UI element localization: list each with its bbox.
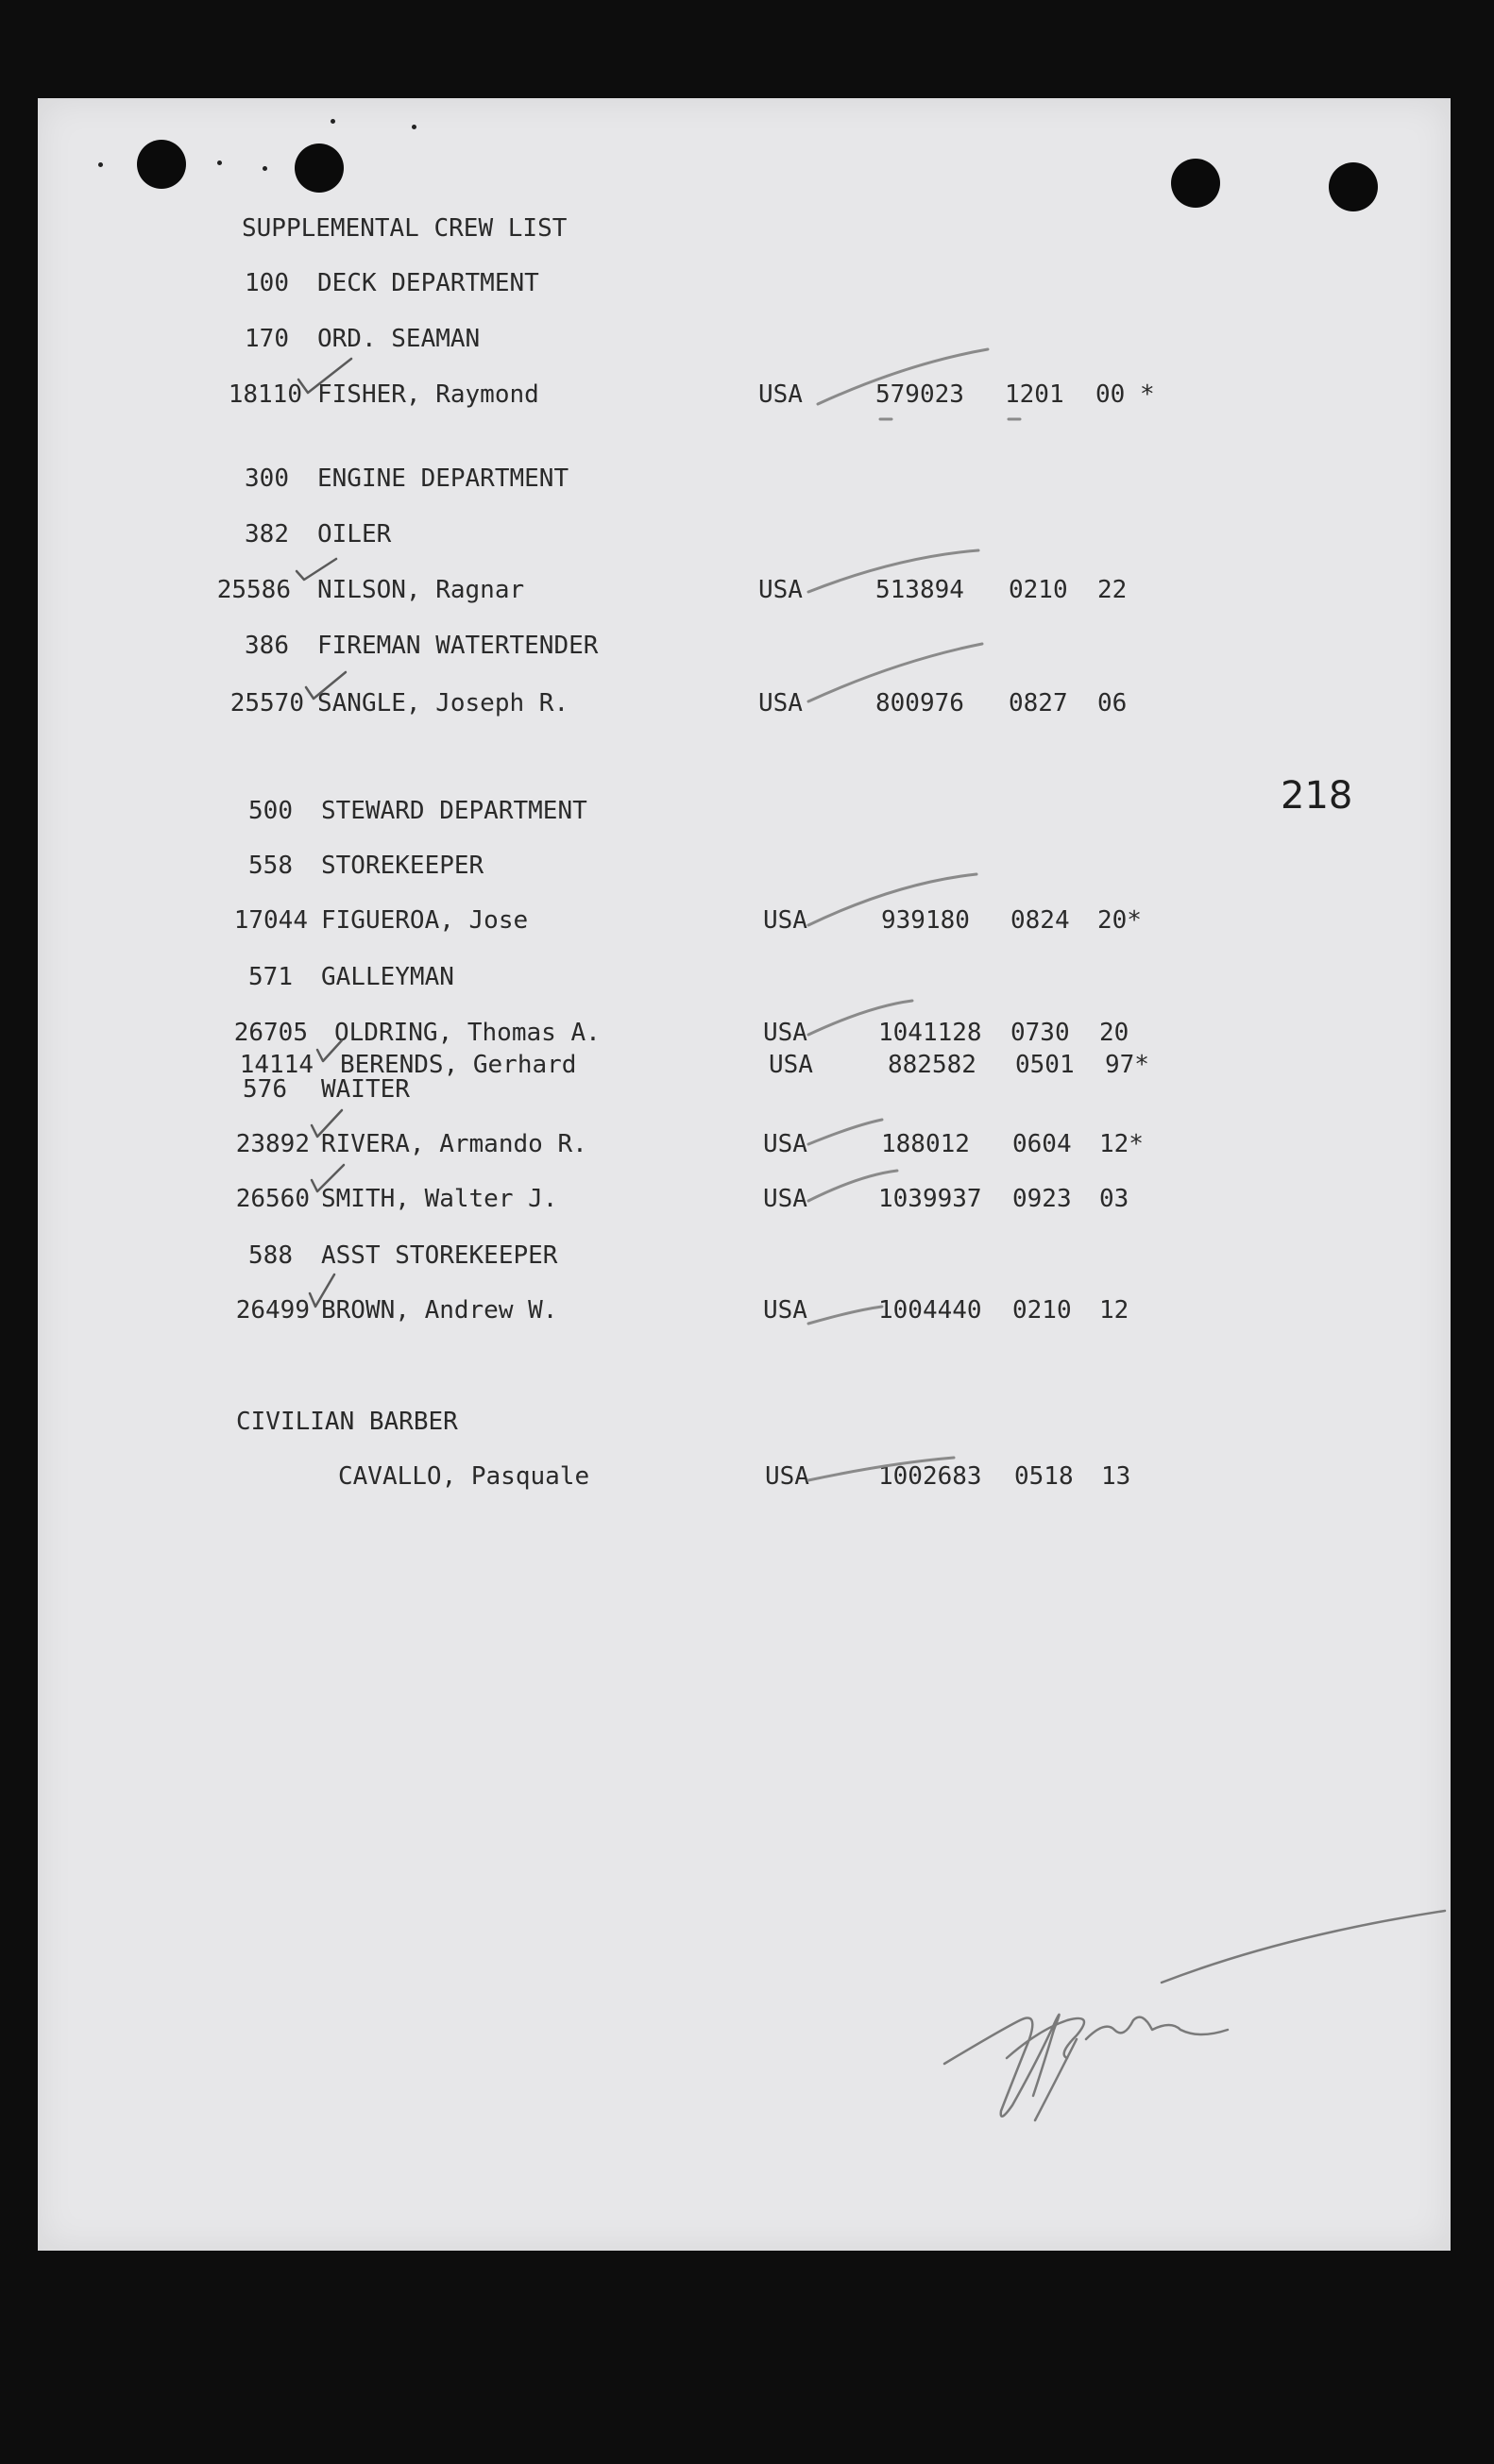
rating-name: ASST STOREKEEPER bbox=[321, 1241, 558, 1270]
crew-name: SMITH, Walter J. bbox=[321, 1185, 558, 1213]
check-mark-icon bbox=[312, 1110, 342, 1137]
crew-name: BROWN, Andrew W. bbox=[321, 1296, 558, 1325]
rating-code: 170 bbox=[245, 325, 289, 353]
pencil-stroke bbox=[808, 1171, 897, 1201]
crew-id: 26705 bbox=[233, 1019, 308, 1047]
rating-code: 571 bbox=[248, 963, 293, 991]
rating-code: 386 bbox=[245, 632, 289, 660]
section-name: STEWARD DEPARTMENT bbox=[321, 797, 587, 825]
section-code: 500 bbox=[248, 797, 293, 825]
crew-nationality: USA bbox=[769, 1051, 813, 1079]
pencil-stroke bbox=[818, 349, 988, 404]
crew-nationality: USA bbox=[763, 1296, 807, 1325]
crew-nationality: USA bbox=[765, 1462, 809, 1491]
crew-id: 14114 bbox=[239, 1051, 314, 1079]
crew-name: SANGLE, Joseph R. bbox=[317, 689, 569, 717]
rating-name: FIREMAN WATERTENDER bbox=[317, 632, 599, 660]
crew-date: 0210 bbox=[1009, 576, 1068, 604]
crew-number: 1004440 bbox=[878, 1296, 982, 1325]
check-mark-icon bbox=[298, 359, 351, 393]
pencil-stroke bbox=[808, 644, 982, 701]
rating-name: OILER bbox=[317, 520, 392, 548]
crew-nationality: USA bbox=[763, 906, 807, 935]
crew-number: 1041128 bbox=[878, 1019, 982, 1047]
pencil-stroke bbox=[808, 550, 978, 592]
crew-code: 03 bbox=[1099, 1185, 1129, 1213]
section-code: 300 bbox=[245, 464, 289, 493]
check-mark-icon bbox=[317, 1040, 342, 1061]
crew-id: 17044 bbox=[233, 906, 308, 935]
crew-name: OLDRING, Thomas A. bbox=[334, 1019, 601, 1047]
crew-number: 882582 bbox=[888, 1051, 976, 1079]
crew-date: 0604 bbox=[1012, 1130, 1072, 1158]
crew-nationality: USA bbox=[763, 1130, 807, 1158]
rating-code: 588 bbox=[248, 1241, 293, 1270]
pencil-stroke bbox=[808, 1001, 912, 1035]
rating-name: GALLEYMAN bbox=[321, 963, 454, 991]
crew-name: FIGUEROA, Jose bbox=[321, 906, 529, 935]
section-name: DECK DEPARTMENT bbox=[317, 269, 539, 297]
crew-number: 579023 bbox=[875, 380, 964, 409]
crew-id: 25586 bbox=[216, 576, 291, 604]
check-mark-icon bbox=[310, 1274, 334, 1307]
check-mark-icon bbox=[312, 1165, 344, 1191]
check-mark-icon bbox=[297, 559, 336, 580]
crew-date: 0923 bbox=[1012, 1185, 1072, 1213]
rating-code: 382 bbox=[245, 520, 289, 548]
crew-nationality: USA bbox=[763, 1185, 807, 1213]
rating-code: 558 bbox=[248, 852, 293, 880]
crew-id: 26499 bbox=[235, 1296, 310, 1325]
crew-id: 25570 bbox=[229, 689, 304, 717]
pencil-stroke bbox=[808, 874, 976, 925]
pencil-stroke bbox=[808, 1120, 882, 1144]
crew-date: 1201 bbox=[1005, 380, 1064, 409]
crew-date: 0501 bbox=[1015, 1051, 1075, 1079]
crew-number: 800976 bbox=[875, 689, 964, 717]
rating-name: STOREKEEPER bbox=[321, 852, 484, 880]
crew-name: FISHER, Raymond bbox=[317, 380, 539, 409]
crew-date: 0827 bbox=[1009, 689, 1068, 717]
crew-name: CAVALLO, Pasquale bbox=[338, 1462, 590, 1491]
crew-id: 26560 bbox=[235, 1185, 310, 1213]
crew-number: 939180 bbox=[881, 906, 970, 935]
page-number: 218 bbox=[1281, 774, 1353, 818]
crew-name: BERENDS, Gerhard bbox=[340, 1051, 577, 1079]
crew-code: 00 * bbox=[1095, 380, 1155, 409]
crew-date: 0210 bbox=[1012, 1296, 1072, 1325]
crew-number: 1039937 bbox=[878, 1185, 982, 1213]
rating-code: 576 bbox=[243, 1075, 287, 1104]
crew-nationality: USA bbox=[758, 689, 803, 717]
crew-code: 20* bbox=[1097, 906, 1142, 935]
rating-name: ORD. SEAMAN bbox=[317, 325, 481, 353]
crew-name: RIVERA, Armando R. bbox=[321, 1130, 587, 1158]
signature bbox=[944, 1911, 1445, 2120]
pencil-stroke bbox=[808, 1307, 882, 1324]
crew-date: 0824 bbox=[1010, 906, 1070, 935]
crew-number: 188012 bbox=[881, 1130, 970, 1158]
section-name: CIVILIAN BARBER bbox=[236, 1408, 458, 1436]
crew-date: 0730 bbox=[1010, 1019, 1070, 1047]
section-code: 100 bbox=[245, 269, 289, 297]
crew-number: 513894 bbox=[875, 576, 964, 604]
crew-code: 12* bbox=[1099, 1130, 1144, 1158]
crew-code: 22 bbox=[1097, 576, 1128, 604]
document-title: SUPPLEMENTAL CREW LIST bbox=[242, 214, 568, 243]
crew-number: 1002683 bbox=[878, 1462, 982, 1491]
pencil-stroke bbox=[808, 1458, 954, 1480]
rating-name: WAITER bbox=[321, 1075, 410, 1104]
crew-code: 20 bbox=[1099, 1019, 1129, 1047]
crew-code: 06 bbox=[1097, 689, 1128, 717]
crew-nationality: USA bbox=[758, 576, 803, 604]
crew-nationality: USA bbox=[758, 380, 803, 409]
section-name: ENGINE DEPARTMENT bbox=[317, 464, 569, 493]
crew-id: 18110 bbox=[228, 380, 302, 409]
crew-nationality: USA bbox=[763, 1019, 807, 1047]
crew-name: NILSON, Ragnar bbox=[317, 576, 525, 604]
crew-date: 0518 bbox=[1014, 1462, 1074, 1491]
crew-id: 23892 bbox=[235, 1130, 310, 1158]
crew-code: 12 bbox=[1099, 1296, 1129, 1325]
crew-code: 97* bbox=[1105, 1051, 1149, 1079]
crew-code: 13 bbox=[1101, 1462, 1131, 1491]
check-mark-icon bbox=[306, 672, 346, 699]
